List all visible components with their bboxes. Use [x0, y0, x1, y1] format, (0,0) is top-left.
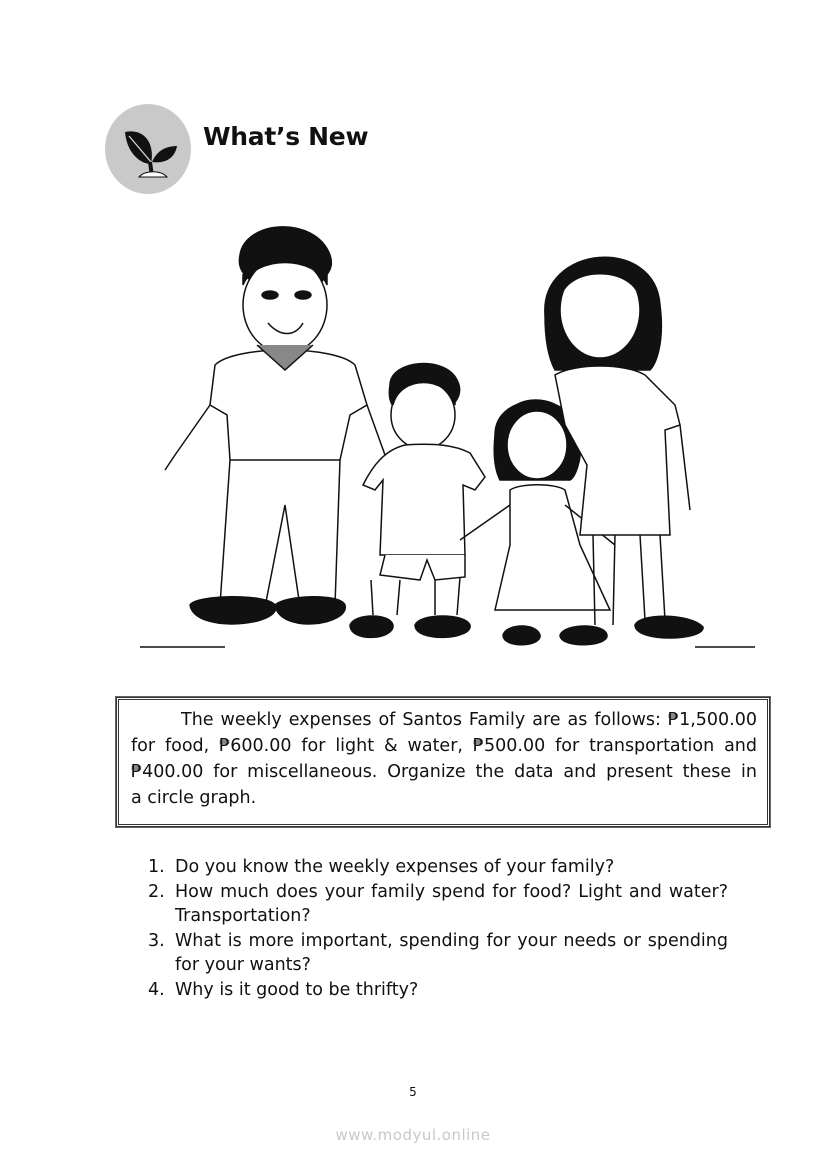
question-text: Do you know the weekly expenses of your family? — [175, 857, 615, 877]
question-number: 4. — [148, 979, 165, 1000]
question-number: 1. — [148, 857, 165, 877]
problem-line: ₱400.00 for miscellaneous. Organize the data and present these in — [131, 762, 757, 782]
questions-list — [148, 855, 728, 1002]
section-title: What’s New — [203, 122, 369, 151]
question-number: 2. — [148, 881, 165, 902]
question-item — [148, 929, 728, 978]
page-number: 5 — [409, 1085, 417, 1099]
problem-line: a circle graph. — [131, 788, 257, 808]
question-item — [148, 855, 728, 880]
family-illustration — [135, 215, 755, 655]
watermark: www.modyul.online — [335, 1126, 491, 1144]
sprout-icon — [105, 104, 191, 194]
question-item — [148, 880, 728, 929]
question-text: Why is it good to be thrifty? — [175, 979, 419, 1000]
problem-line: The weekly expenses of Santos Family are as follows: ₱1,500.00 — [181, 710, 757, 730]
problem-line: for food, ₱600.00 for light & water, ₱500.00 for transportation and — [131, 736, 757, 756]
question-item — [148, 978, 728, 1003]
question-number: 3. — [148, 930, 165, 951]
question-text: How much does your family spend for food? Light and water? Transportation? — [175, 881, 728, 926]
section-icon-badge — [105, 104, 191, 194]
question-text: What is more important, spending for your needs or spending for your wants? — [175, 930, 728, 975]
problem-statement-box — [116, 697, 770, 827]
